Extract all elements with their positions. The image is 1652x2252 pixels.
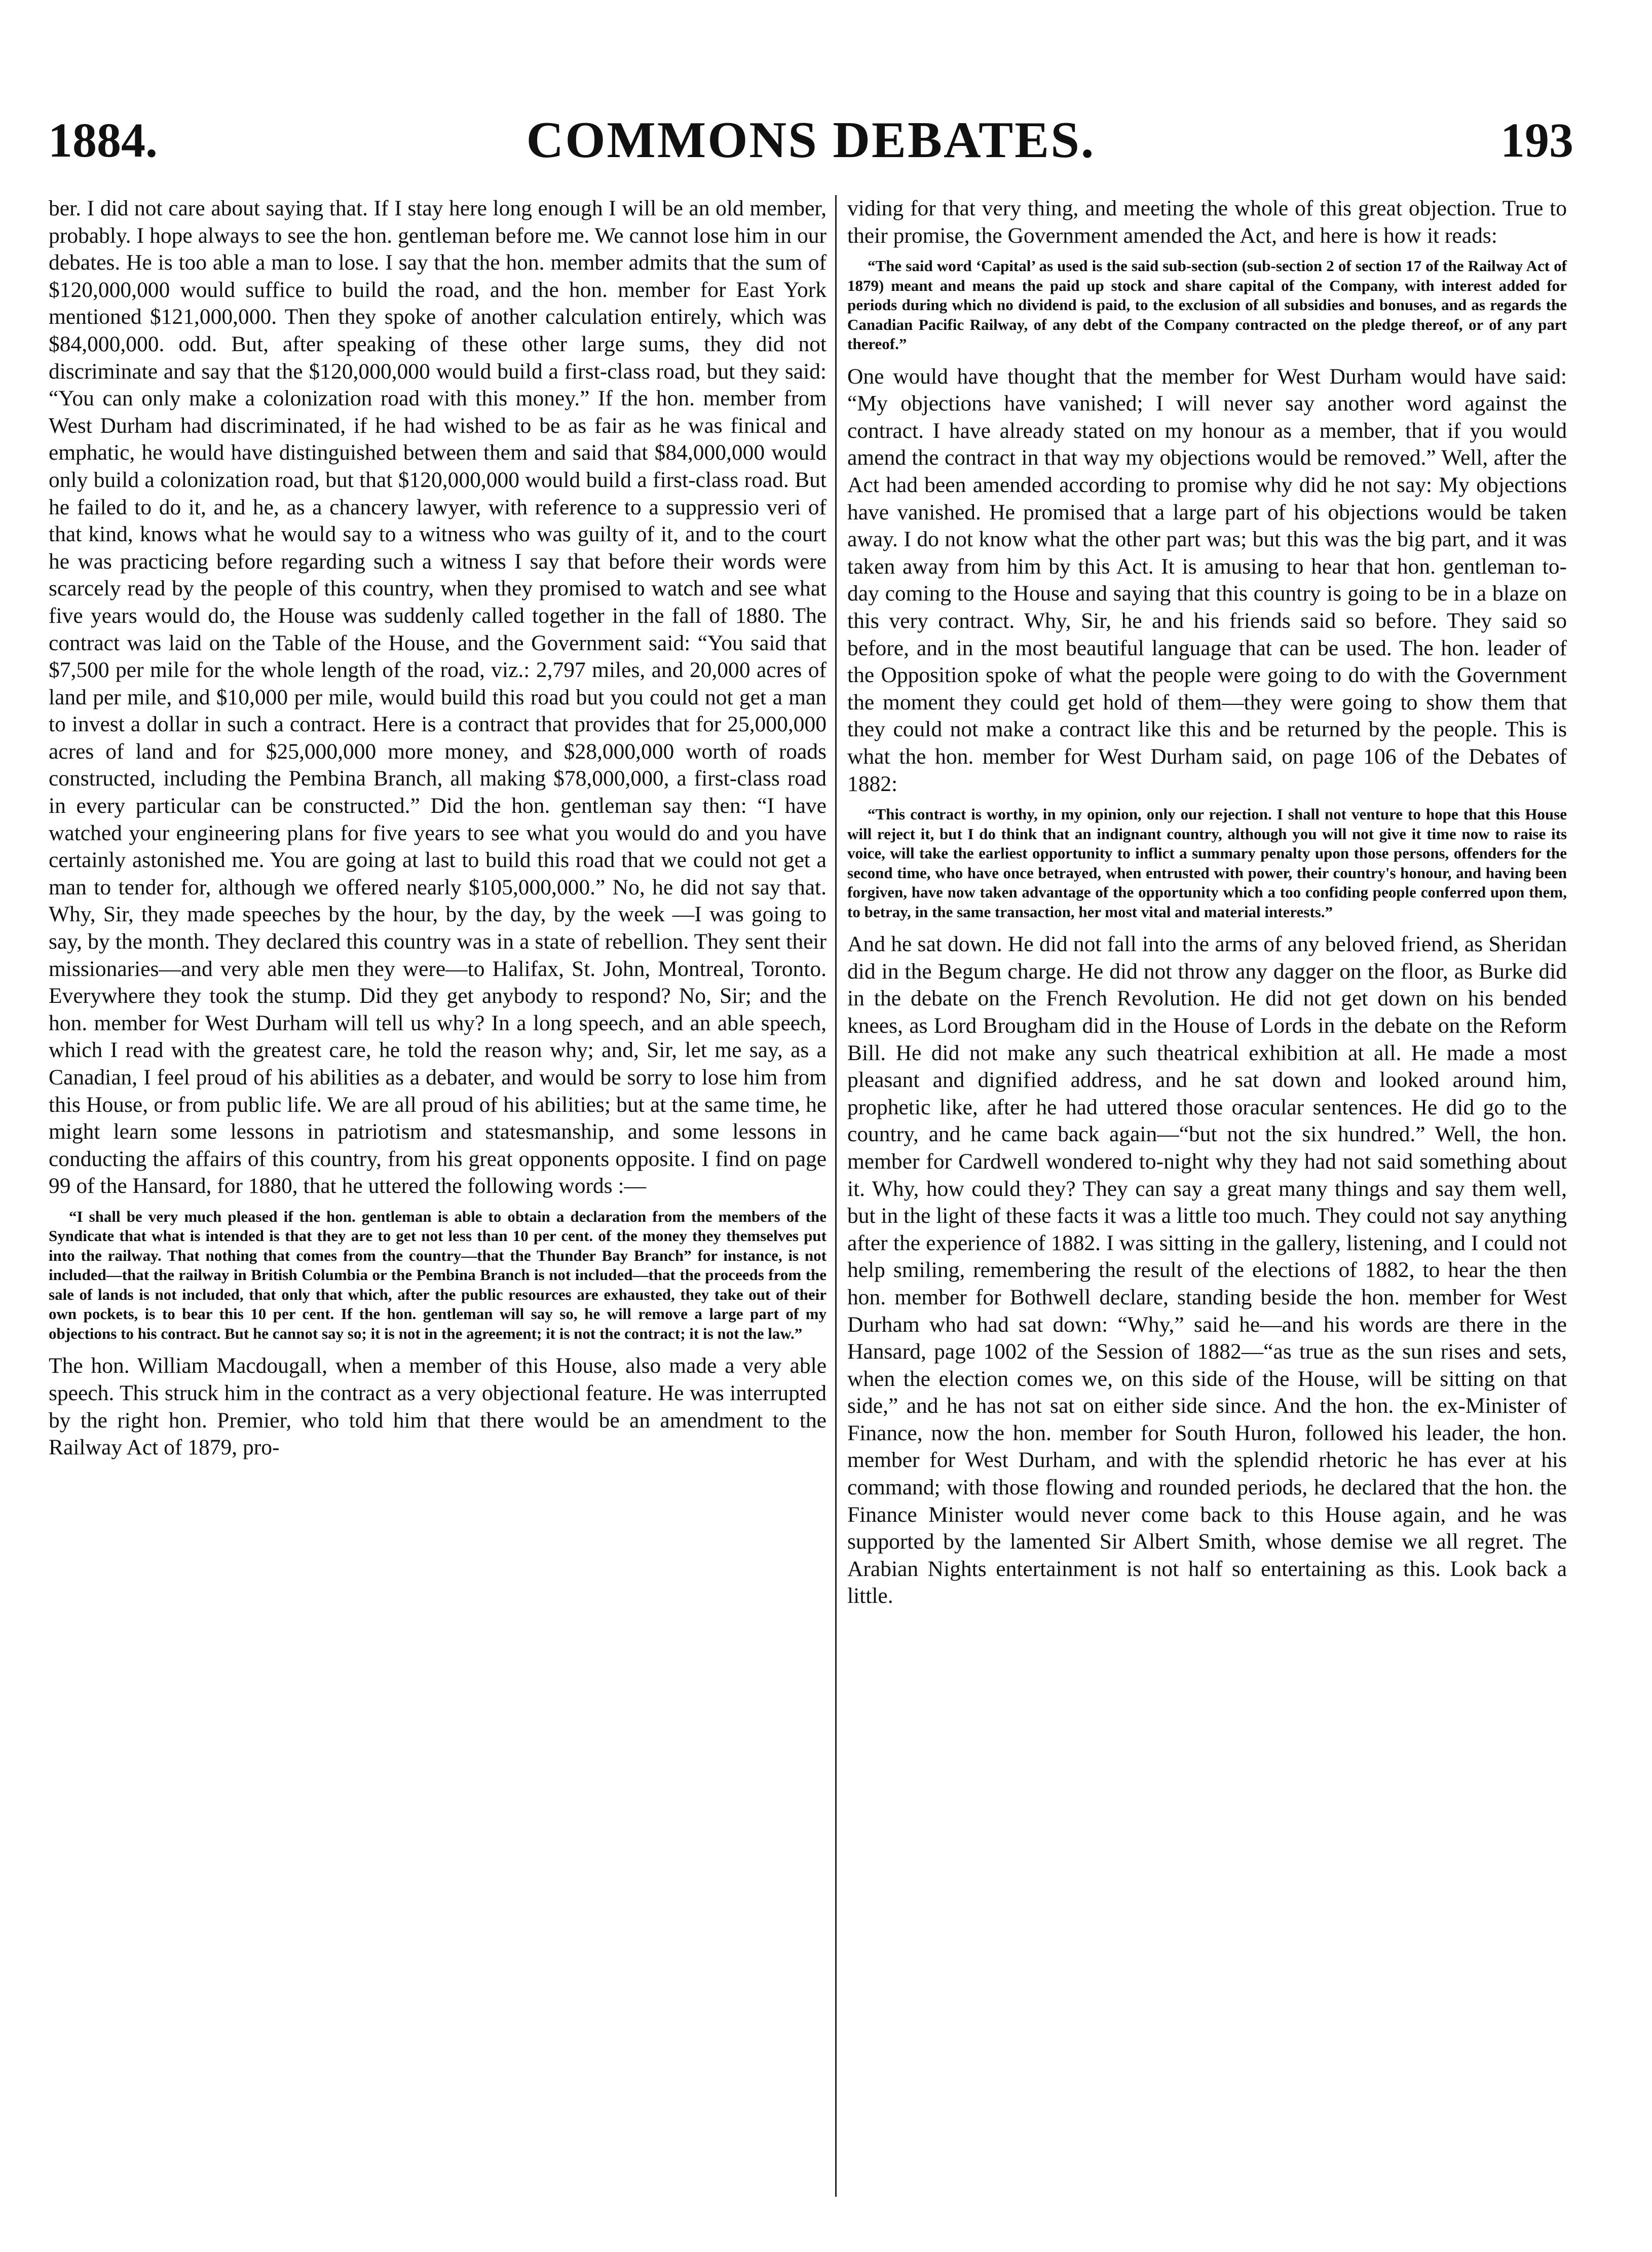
header-year: 1884.: [48, 113, 158, 167]
right-quote-2: “This contract is worthy, in my opinion, only our rejection. I shall not venture to hope that this House will reject it, but I do think that an indignant country, although you will not give it time now to raise its voice, will take the earliest opportunity to inflict a summary penalty upon those persons, offenders for the second time, who have once betrayed, when entrusted with power, their country's honour, and having been forgiven, have now taken advantage of the opportunity which a too confiding people conferred upon them, to betray, in the same transaction, her most vital and material interests.”: [847, 805, 1567, 921]
right-quote-1: “The said word ‘Capital’ as used is the said sub-section (sub-section 2 of section 17 of the Railway Act of 1879) meant and means the paid up stock and share capital of the Company, with interest added for periods during which no dividend is paid, to the exclusion of all subsidies and bonuses, and as regards the Canadian Pacific Railway, of any debt of the Company contracted on the pledge thereof, or of any part thereof.”: [847, 257, 1567, 353]
left-column: [49, 195, 827, 1461]
right-paragraph-3: And he sat down. He did not fall into the arms of any beloved friend, as Sheridan did in the Begum charge. He did not throw any dagger on the floor, as Burke did in the debate on the French Revolution. He did not get down on his bended knees, as Lord Brougham did in the House of Lords in the debate on the Reform Bill. He did not make any such theatrical exhibition at all. He made a most pleasant and dignified address, and he sat down and looked around him, prophetic like, after he had uttered those oracular sentences. He did go to the country, and he came back again—“but not the six hundred.” Well, the hon. member for Cardwell wondered to-night why they had not said something about it. Why, how could they? They can say a great many things and say them well, but in the light of these facts it was a little too much. They could not say anything after the experience of 1882. I was sitting in the gallery, listening, and I could not help smiling, remembering the result of the elections of 1882, to hear the then hon. member for Bothwell declare, standing beside the hon. member for West Durham who had sat down: “Why,” said he—and his words are there in the Hansard, page 1002 of the Session of 1882—“as true as the sun rises and sets, when the election comes we, on this side of the House, will be sitting on that side,” and he has not sat on either side since. And the hon. the ex-Minister of Finance, now the hon. member for South Huron, followed his leader, the hon. member for West Durham, and with the splendid rhetoric he has ever at his command; with those flowing and rounded periods, he declared that the hon. the Finance Minister would never come back to this House again, and he was supported by the lamented Sir Albert Smith, whose demise we all regret. The Arabian Nights entertainment is not half so entertaining as this. Look back a little.: [847, 932, 1567, 1608]
left-paragraph-1: ber. I did not care about saying that. If I stay here long enough I will be an old member, probably. I hope always to see the hon. gentleman before me. We cannot lose him in our debates. He is too able a man to lose. I say that the hon. member admits that the sum of $120,000,000 would suffice to build the road, and the hon. member for East York mentioned $121,000,000. Then they spoke of another calculation entirely, which was $84,000,000. odd. But, after speaking of these other large sums, they did not discriminate and say that the $120,000,000 would build a first-class road, but they said: “You can only make a colonization road with this money.” If the hon. member from West Durham had discriminated, if he had wished to be as fair as he was finical and emphatic, he would have distinguished between them and said that $84,000,000 would only build a colonization road, but that $120,000,000 would build a first-class road. But he failed to do it, and he, as a chancery lawyer, with reference to a suppressio veri of that kind, knows what he would say to a witness who was guilty of it, and to the court he was practicing before regarding such a witness I say that before their words were scarcely read by the people of this country, when they promised to watch and see what five years would do, the House was suddenly called together in the fall of 1880. The contract was laid on the Table of the House, and the Government said: “You said that $7,500 per mile for the whole length of the road, viz.: 2,797 miles, and 20,000 acres of land per mile, and $10,000 per mile, would build this road but you could not get a man to invest a dollar in such a contract. Here is a contract that provides that for 25,000,000 acres of land and for $25,000,000 more money, and $28,000,000 worth of roads constructed, including the Pembina Branch, all making $78,000,000, a first-class road in every particular can be constructed.” Did the hon. gentleman say then: “I have watched your engineering plans for five years to see what you would do and you have certainly astonished me. You are going at last to build this road that we could not get a man to tender for, although we offered nearly $105,000,000.” No, he did not say that. Why, Sir, they made speeches by the hour, by the day, by the week —I was going to say, by the month. They declared this country was in a state of rebellion. They sent their missionaries—and very able men they were—to Halifax, St. John, Montreal, Toronto. Everywhere they took the stump. Did they get anybody to respond? No, Sir; and the hon. member for West Durham will tell us why? In a long speech, and an able speech, which I read with the greatest care, he told the reason why; and, Sir, let me say, as a Canadian, I feel proud of his abilities as a debater, and would be sorry to lose him from this House, or from public life. We are all proud of his abilities; but at the same time, he might learn some lessons in patriotism and statesmanship, and some lessons in conducting the affairs of this country, from his great opponents opposite. I find on page 99 of the Hansard, for 1880, that he uttered the following words :—: [49, 196, 827, 1198]
left-quote-1: “I shall be very much pleased if the hon. gentleman is able to obtain a declaration from the members of the Syndicate that what is intended is that they are to get not less than 10 per cent. of the money they themselves put into the railway. That nothing that comes from the country—that the Thunder Bay Branch” for instance, is not included—that the railway in British Columbia or the Pembina Branch is not included—that the proceeds from the sale of lands is not included, that only that which, after the public resources are exhausted, they take out of their own pockets, is to bear this 10 per cent. If the hon. gentleman will say so, he will remove a large part of my objections to his contract. But he cannot say so; it is not in the agreement; it is not the contract; it is not the law.”: [49, 1207, 827, 1342]
column-divider: [835, 195, 837, 2197]
header-title: COMMONS DEBATES.: [526, 111, 1096, 169]
left-paragraph-2: The hon. William Macdougall, when a member of this House, also made a very able speech. This struck him in the contract as a very objectional feature. He was interrupted by the right hon. Premier, who told him that there would be an amendment to the Railway Act of 1879, pro-: [49, 1354, 827, 1460]
right-paragraph-2: One would have thought that the member for West Durham would have said: “My objections have vanished; I will never say another word against the contract. I have already stated on my honour as a member, that if you would amend the contract in that way my objections would be removed.” Well, after the Act had been amended according to promise why did he not say: My objections have vanished. He promised that a large part of his objections would be taken away. I do not know what the other part was; but this was the big part, and it was taken away from him by this Act. It is amusing to hear that hon. gentleman to-day coming to the House and saying that this country is going to be in a blaze on this very contract. Why, Sir, he and his friends said so before. They said so before, and in the most beautiful language that can be used. The hon. leader of the Opposition spoke of what the people were going to do with the Government the moment they could get hold of them—they were going to show them that they could not make a contract like this and be returned by the people. This is what the hon. member for West Durham said, on page 106 of the Debates of 1882:: [847, 364, 1567, 796]
page-number: 193: [1500, 113, 1573, 167]
running-header: [48, 107, 1573, 173]
right-paragraph-1: viding for that very thing, and meeting the whole of this great objection. True to their promise, the Government amended the Act, and here is how it reads:: [847, 196, 1567, 248]
right-column: [847, 195, 1567, 1610]
